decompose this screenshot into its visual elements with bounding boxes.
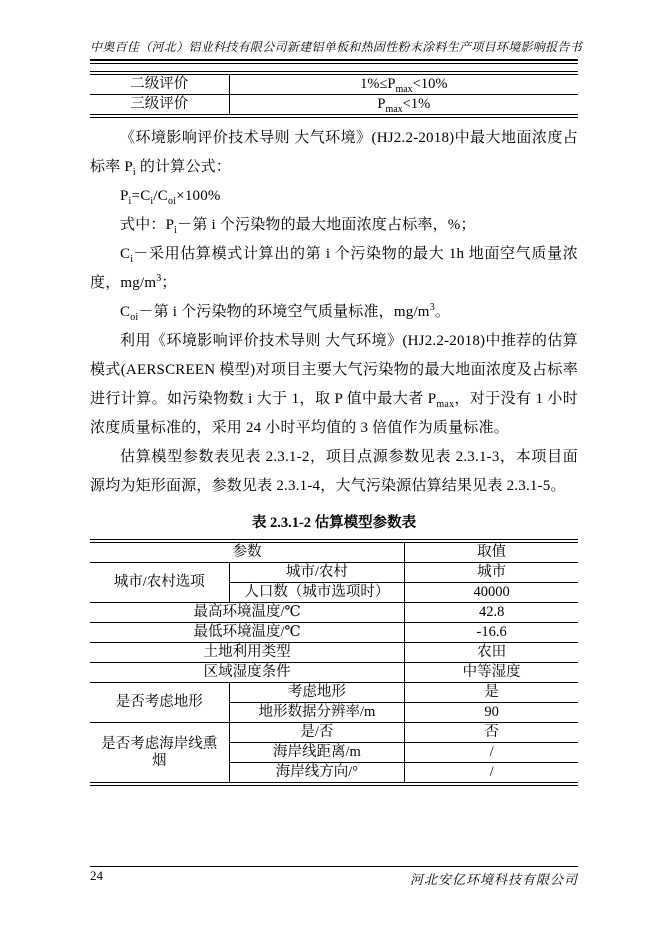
grading-criteria-cell bbox=[229, 73, 578, 95]
grading-level-cell: 三级评价 bbox=[90, 95, 229, 117]
subscript: i bbox=[130, 254, 134, 265]
subscript: i bbox=[128, 196, 132, 207]
table-cell: 地形数据分辨率/m bbox=[229, 703, 405, 723]
text-segment: ； bbox=[161, 275, 177, 291]
param-table-body bbox=[90, 541, 578, 784]
table-cell: 90 bbox=[405, 703, 578, 723]
paragraph bbox=[90, 298, 578, 327]
table-cell: / bbox=[405, 743, 578, 763]
text-segment: C bbox=[120, 304, 131, 320]
paragraph bbox=[90, 124, 578, 182]
text-segment: 利用《环境影响评价技术导则 大气环境》(HJ2.2-2018)中推荐的估算模式(AERSCREEN 模型)对项目主要大气污染物的最大地面浓度及占标率进行计算。如污染物数 i 大于 1，取 P 值中最大者 P bbox=[90, 333, 578, 407]
text-segment: =C bbox=[131, 188, 151, 204]
table-cell: / bbox=[405, 763, 578, 785]
footer-company: 河北安亿环境科技有限公司 bbox=[409, 872, 578, 887]
subscript: i bbox=[174, 225, 178, 236]
body-paragraphs bbox=[90, 124, 578, 501]
text-segment: －第 i 个污染物的最大地面浓度占标率，%； bbox=[177, 217, 476, 233]
text-segment: P bbox=[120, 188, 129, 204]
table-cell: 最高环境温度/℃ bbox=[90, 603, 405, 623]
table-cell: -16.6 bbox=[405, 623, 578, 643]
table-cell: 人口数（城市选项时） bbox=[229, 583, 405, 603]
table-cell: 城市 bbox=[405, 563, 578, 583]
text-segment: 。 bbox=[434, 304, 451, 320]
text-segment: ，对于没有 1 小时浓度质量标准的，采用 24 小时平均值的 3 倍值作为质量标准。 bbox=[90, 391, 578, 436]
paragraph bbox=[90, 240, 578, 298]
page-footer bbox=[90, 866, 578, 888]
param-table-title: 表 2.3.1-2 估算模型参数表 bbox=[251, 515, 417, 531]
table-cell: 最低环境温度/℃ bbox=[90, 623, 405, 643]
grading-table-body bbox=[90, 73, 578, 116]
text-segment: <10% bbox=[412, 76, 448, 92]
page-header bbox=[90, 40, 583, 64]
table-row bbox=[90, 95, 578, 117]
table-cell: 40000 bbox=[405, 583, 578, 603]
table-cell: 城市/农村 bbox=[229, 563, 405, 583]
table-cell: 海岸线距离/m bbox=[229, 743, 405, 763]
subscript: i bbox=[150, 196, 154, 207]
subscript: max bbox=[436, 399, 455, 410]
paragraph bbox=[90, 327, 578, 443]
table-cell: 是否考虑地形 bbox=[90, 683, 229, 723]
table-cell: 中等湿度 bbox=[405, 663, 578, 683]
table-row bbox=[90, 663, 578, 683]
header-title: 中奥百佳（河北）铝业科技有限公司新建铝单板和热固性粉末涂料生产项目环境影响报告书 bbox=[90, 40, 583, 54]
grading-table bbox=[90, 71, 578, 118]
table-cell: 城市/农村选项 bbox=[90, 563, 229, 603]
text-segment: /C bbox=[153, 188, 168, 204]
text-segment: C bbox=[120, 246, 131, 262]
table-cell: 土地利用类型 bbox=[90, 643, 405, 663]
text-segment: <1% bbox=[402, 96, 431, 112]
table-row bbox=[90, 683, 578, 703]
text-segment: P bbox=[377, 96, 386, 112]
grading-level-cell: 二级评价 bbox=[90, 73, 229, 95]
text-segment: －采用估算模式计算出的第 i 个污染物的最大 1h 地面空气质量浓度，mg/m bbox=[90, 246, 578, 291]
table-cell: 是否考虑海岸线熏烟 bbox=[90, 723, 229, 785]
paragraph bbox=[90, 211, 578, 240]
table-cell: 42.8 bbox=[405, 603, 578, 623]
table-row bbox=[90, 73, 578, 95]
text-segment: 的计算公式： bbox=[135, 159, 232, 175]
param-table bbox=[90, 539, 578, 786]
header-rule bbox=[90, 59, 578, 64]
table-cell: 区域湿度条件 bbox=[90, 663, 405, 683]
table-row bbox=[90, 723, 578, 743]
subscript: max bbox=[395, 83, 413, 95]
table-row bbox=[90, 643, 578, 663]
superscript: 3 bbox=[429, 302, 435, 313]
table-cell: 农田 bbox=[405, 643, 578, 663]
text-segment: 估算模型参数表见表 2.3.1-2，项目点源参数见表 2.3.1-3，本项目面源均为矩形面源，参数见表 2.3.1-4，大气污染源估算结果见表 2.3.1-5。 bbox=[90, 449, 578, 494]
superscript: 3 bbox=[156, 273, 162, 284]
subscript: i bbox=[132, 167, 136, 178]
subscript: oi bbox=[167, 196, 177, 207]
text-segment: 式中：P bbox=[120, 217, 175, 233]
paragraph bbox=[90, 443, 578, 501]
table-cell: 取值 bbox=[405, 541, 578, 563]
grading-criteria-cell bbox=[229, 95, 578, 117]
table-cell: 是 bbox=[405, 683, 578, 703]
table-cell: 否 bbox=[405, 723, 578, 743]
table-row bbox=[90, 623, 578, 643]
text-segment: ×100% bbox=[176, 188, 221, 204]
table-cell: 参数 bbox=[90, 541, 405, 563]
table-cell: 考虑地形 bbox=[229, 683, 405, 703]
table-cell: 是/否 bbox=[229, 723, 405, 743]
page-number: 24 bbox=[90, 868, 103, 883]
table-cell: 海岸线方向/° bbox=[229, 763, 405, 785]
text-segment: 1%≤P bbox=[360, 76, 396, 92]
text-segment: －第 i 个污染物的环境空气质量标准，mg/m bbox=[138, 304, 430, 320]
table-row bbox=[90, 541, 578, 563]
text-segment: 《环境影响评价技术导则 大气环境》(HJ2.2-2018)中最大地面浓度占标率 P bbox=[90, 130, 578, 175]
table-row bbox=[90, 603, 578, 623]
paragraph bbox=[90, 182, 578, 211]
subscript: max bbox=[385, 103, 403, 115]
subscript: oi bbox=[130, 312, 139, 323]
table-row bbox=[90, 563, 578, 583]
